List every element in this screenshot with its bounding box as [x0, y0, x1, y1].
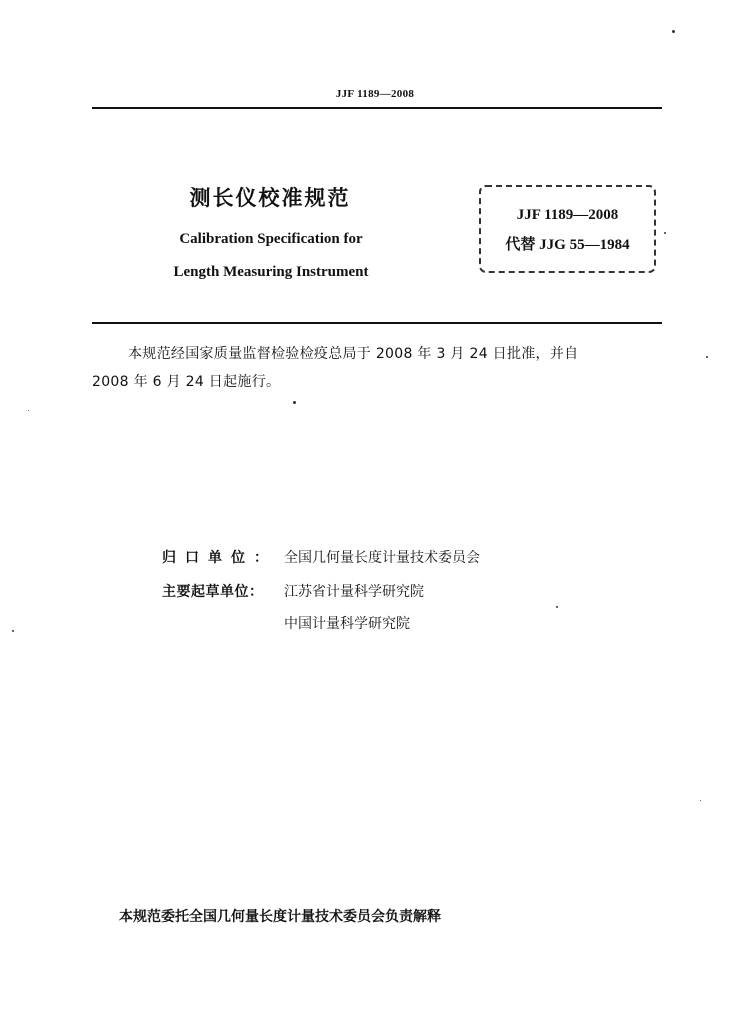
scan-speck: [556, 606, 558, 608]
scan-speck: [293, 401, 296, 404]
scan-speck: [700, 800, 701, 801]
code-box-frame: [479, 185, 656, 273]
scan-speck: [672, 30, 675, 33]
title-english-line2: Length Measuring Instrument: [173, 264, 369, 280]
standard-code-header: JJF 1189—2008: [335, 88, 415, 100]
title-chinese: 测长仪校准规范: [189, 186, 351, 210]
header-rule: [92, 107, 662, 109]
drafting-units-label: 主要起草单位：: [162, 584, 264, 600]
approval-text-line2: 2008 年 6 月 24 日起施行。: [92, 374, 281, 390]
code-box-replaces: 代替 JJG 55—1984: [505, 237, 630, 253]
drafting-unit-2: 中国计量科学研究院: [284, 616, 410, 632]
responsible-unit-label: 归口单位：: [162, 550, 277, 566]
scan-speck: [28, 410, 29, 411]
responsible-unit-value: 全国几何量长度计量技术委员会: [284, 550, 480, 566]
scan-speck: [12, 630, 14, 632]
section-rule: [92, 322, 662, 324]
code-box-code: JJF 1189—2008: [516, 207, 619, 223]
scan-speck: [664, 232, 666, 234]
scan-speck: [706, 356, 708, 358]
interpretation-note: 本规范委托全国几何量长度计量技术委员会负责解释: [119, 909, 441, 925]
drafting-unit-1: 江苏省计量科学研究院: [284, 584, 424, 600]
title-english-line1: Calibration Specification for: [179, 231, 363, 247]
approval-text-line1: 本规范经国家质量监督检验检疫总局于 2008 年 3 月 24 日批准，并自: [128, 346, 579, 362]
